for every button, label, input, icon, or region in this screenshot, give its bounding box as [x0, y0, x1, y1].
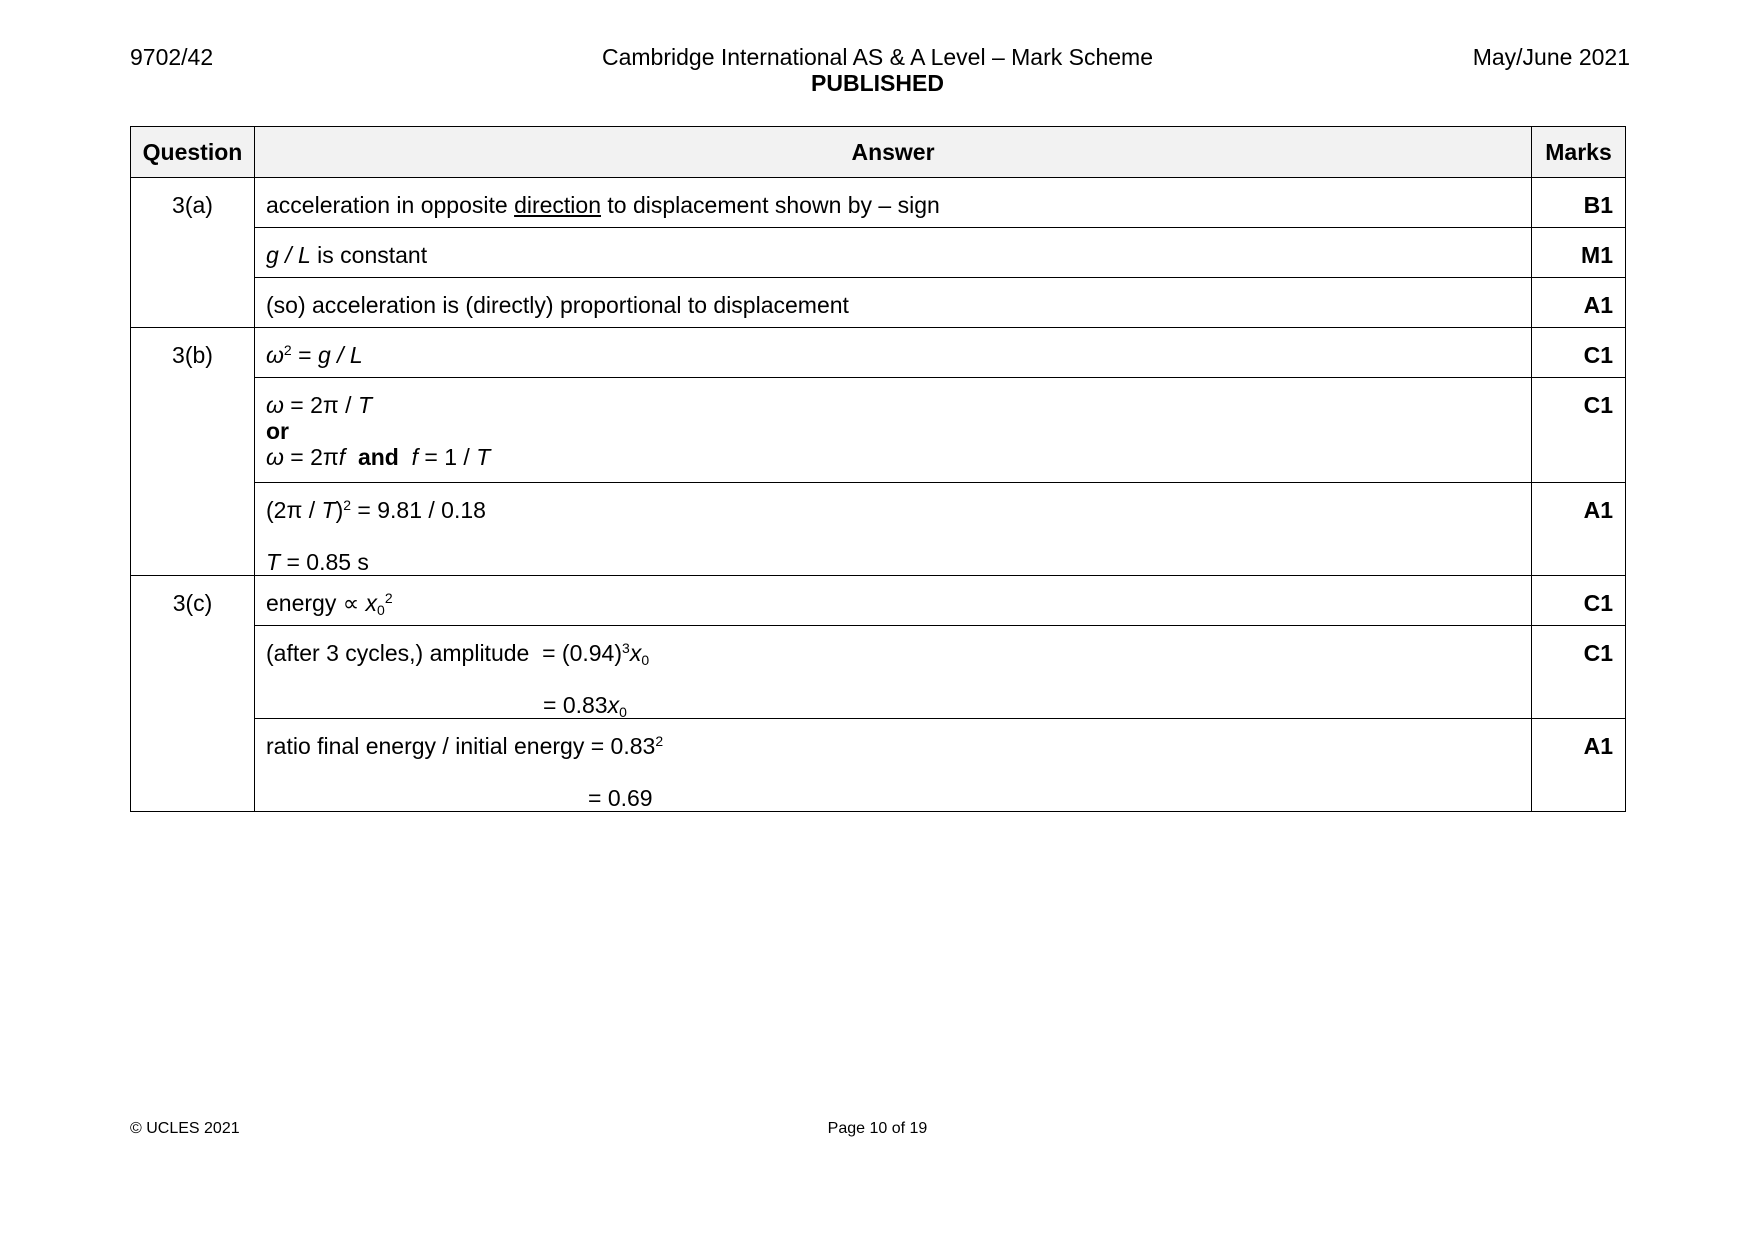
mark-cell: C1	[1532, 378, 1626, 483]
exponent: 2	[283, 342, 292, 358]
answer-cell	[255, 719, 1532, 812]
omega-symbol: ω	[266, 342, 284, 368]
answer-line	[266, 640, 1520, 666]
variable: T	[357, 392, 373, 418]
paper-code: 9702/42	[130, 44, 214, 70]
question-label-3b: 3(b)	[131, 328, 255, 576]
equation-text: = 9.81 / 0.18	[351, 497, 486, 523]
answer-text: to displacement shown by – sign	[601, 192, 940, 218]
table-row	[131, 576, 1626, 626]
page-number: Page 10 of 19	[827, 1120, 928, 1137]
table-header-row	[131, 127, 1626, 178]
mark-cell: C1	[1532, 576, 1626, 626]
table-row	[131, 278, 1626, 328]
equation-text: = 1 /	[418, 444, 477, 470]
exponent: 3	[622, 640, 630, 656]
question-label-3a: 3(a)	[131, 178, 255, 328]
equation-text: = 0.83	[543, 692, 608, 718]
mark-cell: A1	[1532, 278, 1626, 328]
question-label-3c: 3(c)	[131, 576, 255, 812]
answer-cell	[255, 626, 1532, 719]
equals: =	[291, 342, 318, 368]
equation-text: = 2π /	[283, 392, 358, 418]
table-row	[131, 719, 1626, 812]
answer-line	[266, 444, 1520, 470]
equation-text: (after 3 cycles,) amplitude = (0.94)	[266, 640, 623, 666]
variable: T	[321, 497, 336, 523]
table-row	[131, 328, 1626, 378]
question-column-header: Question	[131, 127, 255, 178]
answer-line: = 0.69	[588, 785, 653, 811]
answer-cell	[255, 483, 1532, 576]
equation-text: )	[335, 497, 344, 523]
answer-line	[266, 392, 1520, 418]
mark-cell: M1	[1532, 228, 1626, 278]
answer-line	[266, 549, 1520, 575]
variable: x	[365, 590, 378, 616]
table-row	[131, 626, 1626, 719]
equation-text: = 2π	[283, 444, 339, 470]
exponent: 2	[655, 733, 664, 749]
underlined-keyword: direction	[514, 192, 601, 218]
variable: g / L	[317, 342, 363, 368]
mark-scheme-table	[130, 126, 1626, 812]
subscript: 0	[377, 602, 385, 618]
variable: x	[607, 692, 620, 718]
mark-cell: A1	[1532, 719, 1626, 812]
answer-text: energy ∝	[266, 590, 366, 616]
exponent: 2	[343, 497, 352, 513]
variable: T	[476, 444, 491, 470]
answer-cell	[255, 178, 1532, 228]
variable: f	[411, 444, 419, 470]
marks-column-header: Marks	[1532, 127, 1626, 178]
subscript: 0	[619, 704, 627, 720]
copyright-notice: © UCLES 2021	[130, 1120, 240, 1137]
exam-session: May/June 2021	[1472, 44, 1630, 70]
mark-cell: C1	[1532, 328, 1626, 378]
equation-text: ratio final energy / initial energy = 0.83	[266, 733, 656, 759]
table-row	[131, 483, 1626, 576]
answer-cell	[255, 328, 1532, 378]
and-connector: and	[345, 444, 412, 470]
mark-cell: A1	[1532, 483, 1626, 576]
equation-text: (2π /	[266, 497, 322, 523]
answer-text: is constant	[310, 242, 428, 268]
omega-symbol: ω	[266, 444, 284, 470]
equation-text: = 0.85 s	[280, 549, 369, 575]
answer-cell: (so) acceleration is (directly) proportional to displacement	[255, 278, 1532, 328]
variable: g / L	[266, 242, 311, 268]
answer-text: acceleration in opposite	[266, 192, 515, 218]
subscript: 0	[641, 652, 650, 668]
table-row	[131, 228, 1626, 278]
exponent: 2	[384, 590, 393, 606]
mark-cell: B1	[1532, 178, 1626, 228]
variable: x	[629, 640, 642, 666]
published-label: PUBLISHED	[811, 70, 944, 96]
table-row	[131, 378, 1626, 483]
answer-line	[266, 692, 1520, 718]
answer-line	[266, 497, 1520, 523]
or-connector: or	[266, 418, 289, 444]
variable: T	[266, 549, 281, 575]
answer-cell	[255, 378, 1532, 483]
table-row	[131, 178, 1626, 228]
answer-cell	[255, 576, 1532, 626]
answer-cell	[255, 228, 1532, 278]
answer-line	[266, 733, 1520, 759]
answer-column-header: Answer	[255, 127, 1532, 178]
variable: f	[338, 444, 346, 470]
omega-symbol: ω	[266, 392, 284, 418]
mark-cell: C1	[1532, 626, 1626, 719]
title-text: Cambridge International AS & A Level – Mark Scheme	[601, 44, 1154, 70]
